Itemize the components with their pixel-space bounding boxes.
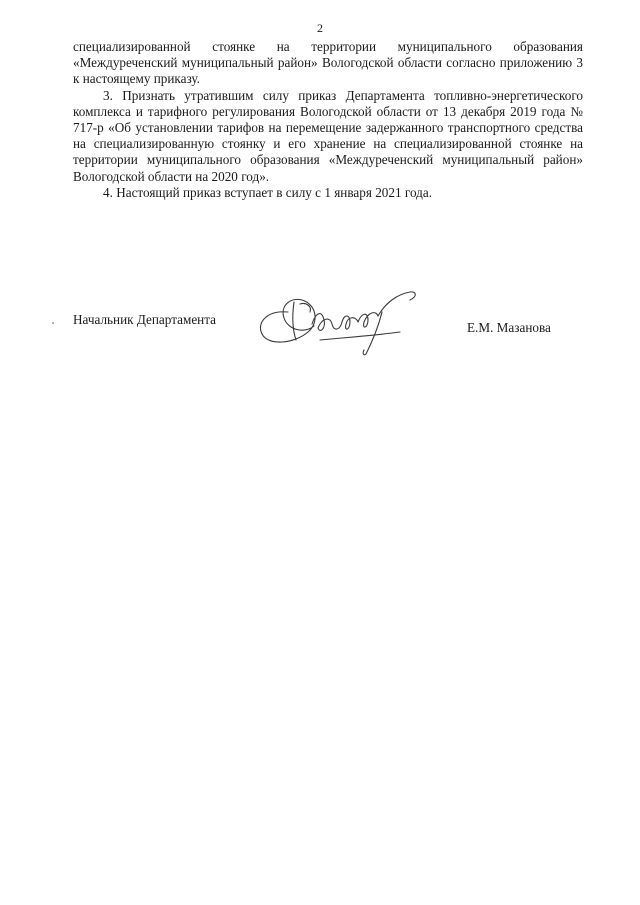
signature-block [0, 282, 640, 362]
signatory-name: Е.М. Мазанова [467, 320, 551, 335]
handwritten-signature [250, 282, 430, 358]
signatory-title: Начальник Департамента [73, 312, 217, 327]
paragraph-continuation: специализированной стоянке на территории муниципального образования «Междуреченский муниципальный район» Вологодской области согласно приложению 3 к настоящему приказу. [73, 39, 583, 87]
page-number: 2 [317, 21, 323, 35]
order-text [73, 39, 583, 201]
paragraph-item-4: 4. Настоящий приказ вступает в силу с 1 января 2021 года. [103, 184, 433, 200]
paragraph-item-3: 3. Признать утратившим силу приказ Департамента топливно-энергетического комплекса и тарифного регулирования Вологодской области от 13 декабря 2019 года № 717-р «Об установлении тарифов на перемещение задержанного транспортного средства на специализированную стоянку и его хранение на специализированной стоянке на территории муниципального образования «Междуреченский муниципальный район» Вологодской области на 2020 год». [73, 87, 583, 184]
